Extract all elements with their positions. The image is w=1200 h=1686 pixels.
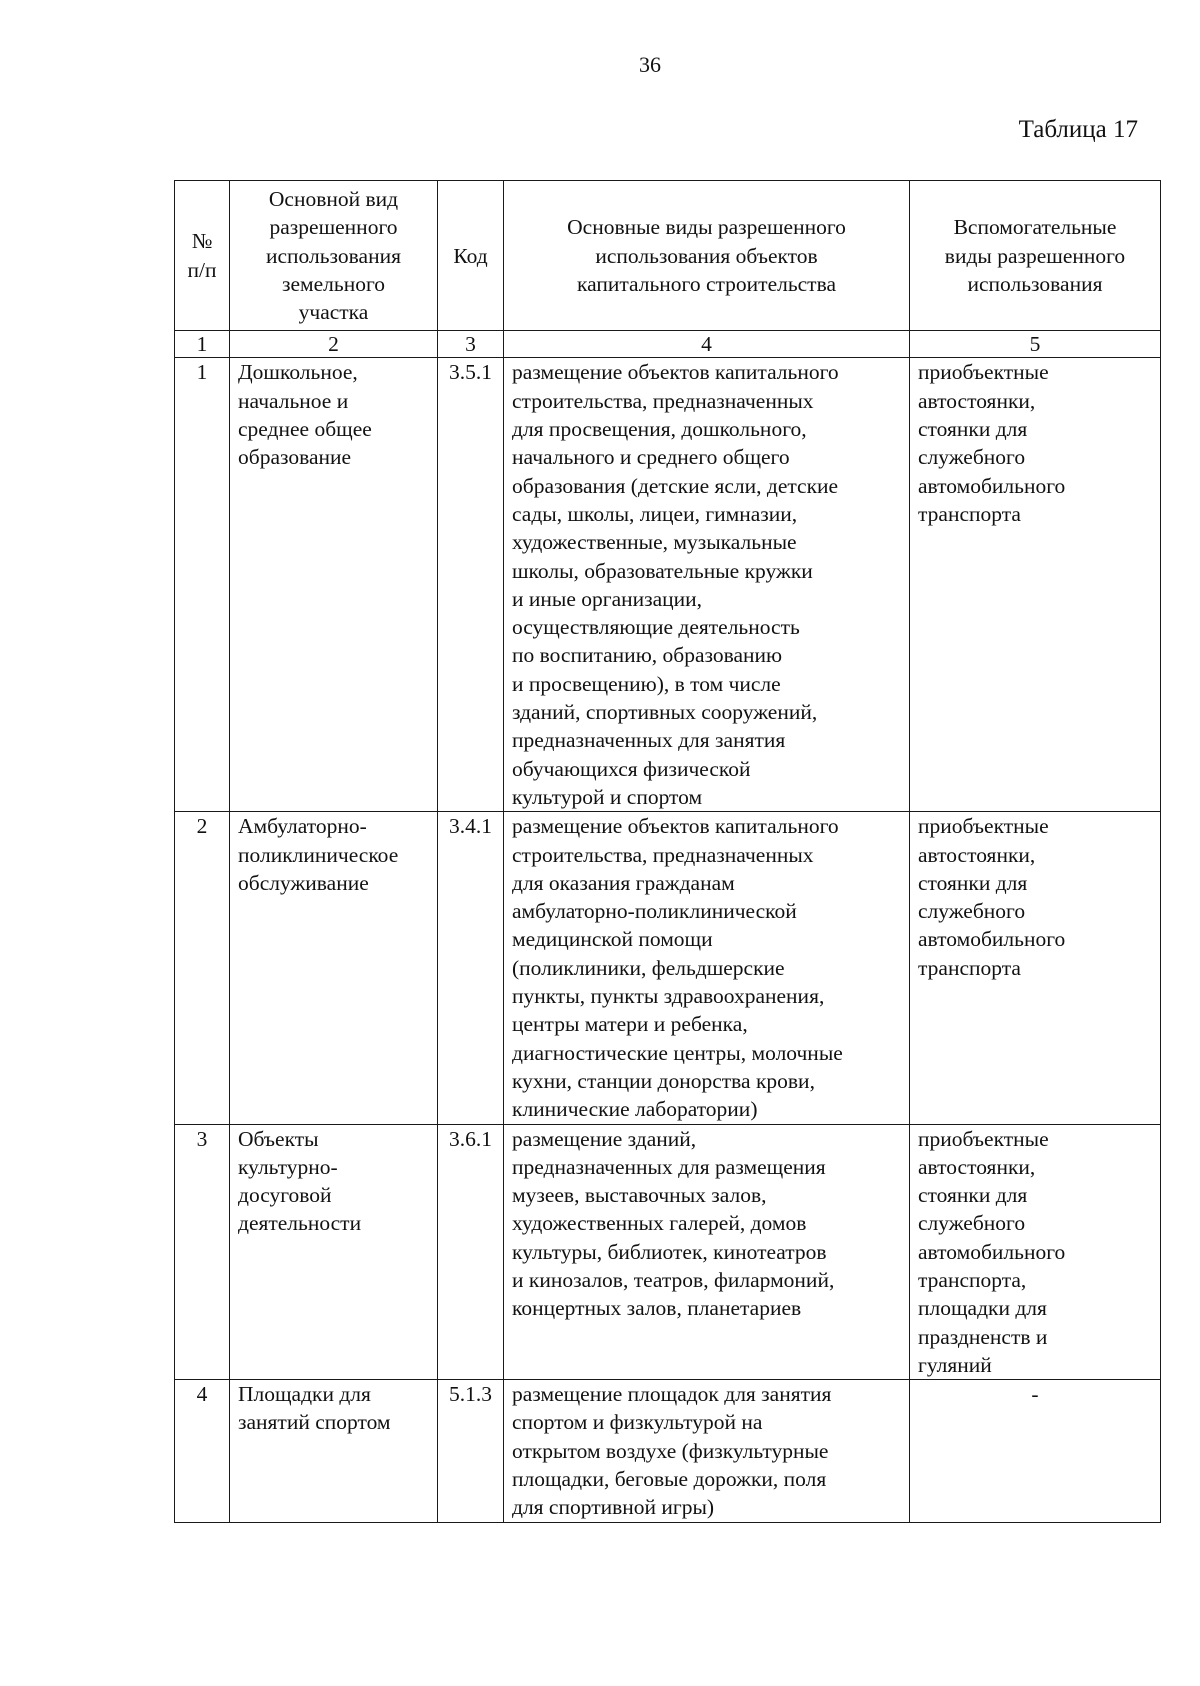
aux-types-cell: приобъектные автостоянки, стоянки для служебного автомобильного транспорта, площадки для праздненств и гуляний	[910, 1124, 1161, 1380]
header-main-types: Основные виды разрешенного использования объектов капитального строительства	[504, 181, 910, 331]
column-number: 1	[175, 331, 230, 358]
header-aux-types: Вспомогательные виды разрешенного использования	[910, 181, 1161, 331]
header-basic-use: Основной вид разрешенного использования земельного участка	[230, 181, 438, 331]
aux-types-cell: -	[910, 1380, 1161, 1522]
code-cell: 5.1.3	[438, 1380, 504, 1522]
row-number: 3	[175, 1124, 230, 1380]
basic-use-cell: Амбулаторно- поликлиническое обслуживание	[230, 812, 438, 1124]
table-row	[175, 1124, 1161, 1380]
table-row	[175, 358, 1161, 812]
column-number: 3	[438, 331, 504, 358]
column-number: 2	[230, 331, 438, 358]
basic-use-cell: Площадки для занятий спортом	[230, 1380, 438, 1522]
column-number-row	[175, 331, 1161, 358]
aux-types-cell: приобъектные автостоянки, стоянки для служебного автомобильного транспорта	[910, 812, 1161, 1124]
code-cell: 3.5.1	[438, 358, 504, 812]
header-code: Код	[438, 181, 504, 331]
main-types-cell: размещение площадок для занятия спортом и физкультурой на открытом воздухе (физкультурные площадки, беговые дорожки, поля для спортивной игры)	[504, 1380, 910, 1522]
header-row	[175, 181, 1161, 331]
row-number: 2	[175, 812, 230, 1124]
basic-use-cell: Дошкольное, начальное и среднее общее образование	[230, 358, 438, 812]
row-number: 4	[175, 1380, 230, 1522]
main-types-cell: размещение объектов капитального строительства, предназначенных для просвещения, дошкольного, начального и среднего общего образования (детские ясли, детские сады, школы, лицеи, гимназии, художественные, музыкальные школы, образовательные кружки и иные организации, осуществляющие деятельность по воспитанию, образованию и просвещению), в том числе зданий, спортивных сооружений, предназначенных для занятия обучающихся физической культурой и спортом	[504, 358, 910, 812]
code-cell: 3.4.1	[438, 812, 504, 1124]
row-number: 1	[175, 358, 230, 812]
table-row	[175, 1380, 1161, 1522]
code-cell: 3.6.1	[438, 1124, 504, 1380]
table-row	[175, 812, 1161, 1124]
main-types-cell: размещение объектов капитального строительства, предназначенных для оказания гражданам амбулаторно-поликлинической медицинской помощи (поликлиники, фельдшерские пункты, пункты здравоохранения, центры матери и ребенка, диагностические центры, молочные кухни, станции донорства крови, клинические лаборатории)	[504, 812, 910, 1124]
table-caption: Таблица 17	[1018, 116, 1138, 143]
header-num: № п/п	[175, 181, 230, 331]
page-number: 36	[639, 52, 661, 77]
main-types-cell: размещение зданий, предназначенных для размещения музеев, выставочных залов, художественных галерей, домов культуры, библиотек, кинотеатров и кинозалов, театров, филармоний, концертных залов, планетариев	[504, 1124, 910, 1380]
basic-use-cell: Объекты культурно- досуговой деятельности	[230, 1124, 438, 1380]
column-number: 4	[504, 331, 910, 358]
aux-types-cell: приобъектные автостоянки, стоянки для служебного автомобильного транспорта	[910, 358, 1161, 812]
column-number: 5	[910, 331, 1161, 358]
land-use-table	[174, 180, 1161, 1523]
